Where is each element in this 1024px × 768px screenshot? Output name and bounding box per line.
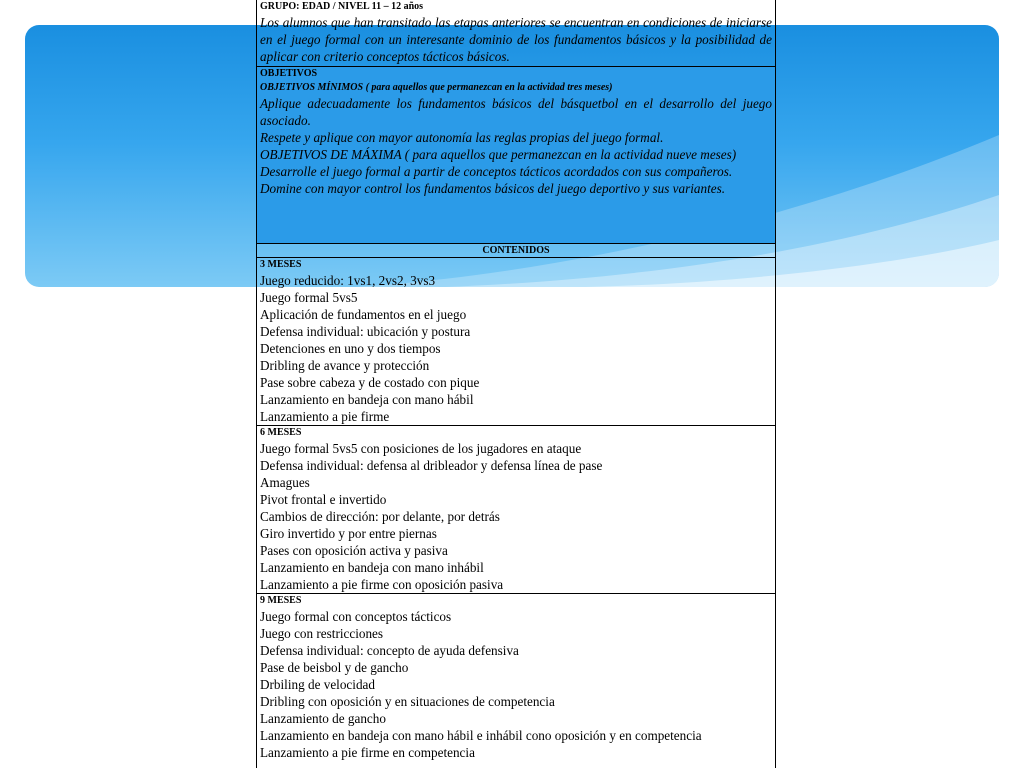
content-item: Dribling con oposición y en situaciones de competencia [260, 694, 555, 709]
content-item: Defensa individual: ubicación y postura [260, 324, 471, 339]
content-item: Lanzamiento de gancho [260, 711, 386, 726]
period-label: 3 MESES [260, 259, 302, 270]
content-item: Amagues [260, 475, 310, 490]
period-label: 9 MESES [260, 595, 302, 606]
content-item: Defensa individual: concepto de ayuda defensiva [260, 643, 519, 658]
content-item: Lanzamiento en bandeja con mano hábil [260, 392, 474, 407]
content-item: Pivot frontal e invertido [260, 492, 387, 507]
content-item: Dribling de avance y protección [260, 358, 430, 373]
content-item: Defensa individual: defensa al dribleador y defensa línea de pase [260, 458, 603, 473]
content-item: Cambios de dirección: por delante, por detrás [260, 509, 500, 524]
content-item: Lanzamiento en bandeja con mano hábil e inhábil cono oposición y en competencia [260, 728, 702, 743]
objective-item: Desarrolle el juego formal a partir de conceptos tácticos acordados con sus compañeros. [260, 164, 733, 179]
content-item: Detenciones en uno y dos tiempos [260, 341, 441, 356]
content-item: Lanzamiento a pie firme con oposición pasiva [260, 577, 504, 592]
period-9-months [257, 594, 775, 761]
objective-item: Respete y aplique con mayor autonomía las reglas propias del juego formal. [260, 130, 664, 145]
period-label: 6 MESES [260, 427, 302, 438]
content-item: Juego formal 5vs5 [260, 290, 358, 305]
content-item: Lanzamiento a pie firme [260, 409, 390, 424]
objectives-min-title: OBJETIVOS MÍNIMOS ( para aquellos que permanezcan en la actividad tres meses) [260, 82, 613, 93]
content-item: Juego con restricciones [260, 626, 384, 641]
objectives-title: OBJETIVOS [260, 68, 318, 79]
content-item: Aplicación de fundamentos en el juego [260, 307, 467, 322]
content-item: Giro invertido y por entre piernas [260, 526, 437, 541]
objectives-section [257, 67, 775, 244]
content-item: Drbiling de velocidad [260, 677, 375, 692]
period-3-months [257, 258, 775, 426]
content-item: Pases con oposición activa y pasiva [260, 543, 448, 558]
intro-text: Los alumnos que han transitado las etapas anteriores se encuentran en condiciones de iniciarse en el juego formal con un interesante dominio de los fundamentos básicos y la posibilidad de aplicar con criterio conceptos tácticos básicos. [260, 15, 772, 64]
contents-title: CONTENIDOS [257, 244, 775, 258]
content-item: Lanzamiento en bandeja con mano inhábil [260, 560, 484, 575]
objective-item: Aplique adecuadamente los fundamentos básicos del básquetbol en el desarrollo del juego asociado. [260, 96, 772, 128]
group-section [257, 0, 775, 67]
period-6-months [257, 426, 775, 594]
content-item: Lanzamiento a pie firme en competencia [260, 745, 475, 760]
content-item: Juego formal 5vs5 con posiciones de los jugadores en ataque [260, 441, 582, 456]
content-item: Pase de beisbol y de gancho [260, 660, 409, 675]
objectives-max-title: OBJETIVOS DE MÁXIMA ( para aquellos que permanezcan en la actividad nueve meses) [260, 147, 737, 162]
group-label: GRUPO: EDAD / NIVEL 11 – 12 años [260, 1, 424, 12]
content-item: Pase sobre cabeza y de costado con pique [260, 375, 480, 390]
content-item: Juego formal con conceptos tácticos [260, 609, 452, 624]
objective-item: Domine con mayor control los fundamentos básicos del juego deportivo y sus variantes. [260, 181, 726, 196]
document-table [256, 0, 776, 768]
content-item: Juego reducido: 1vs1, 2vs2, 3vs3 [260, 273, 436, 288]
